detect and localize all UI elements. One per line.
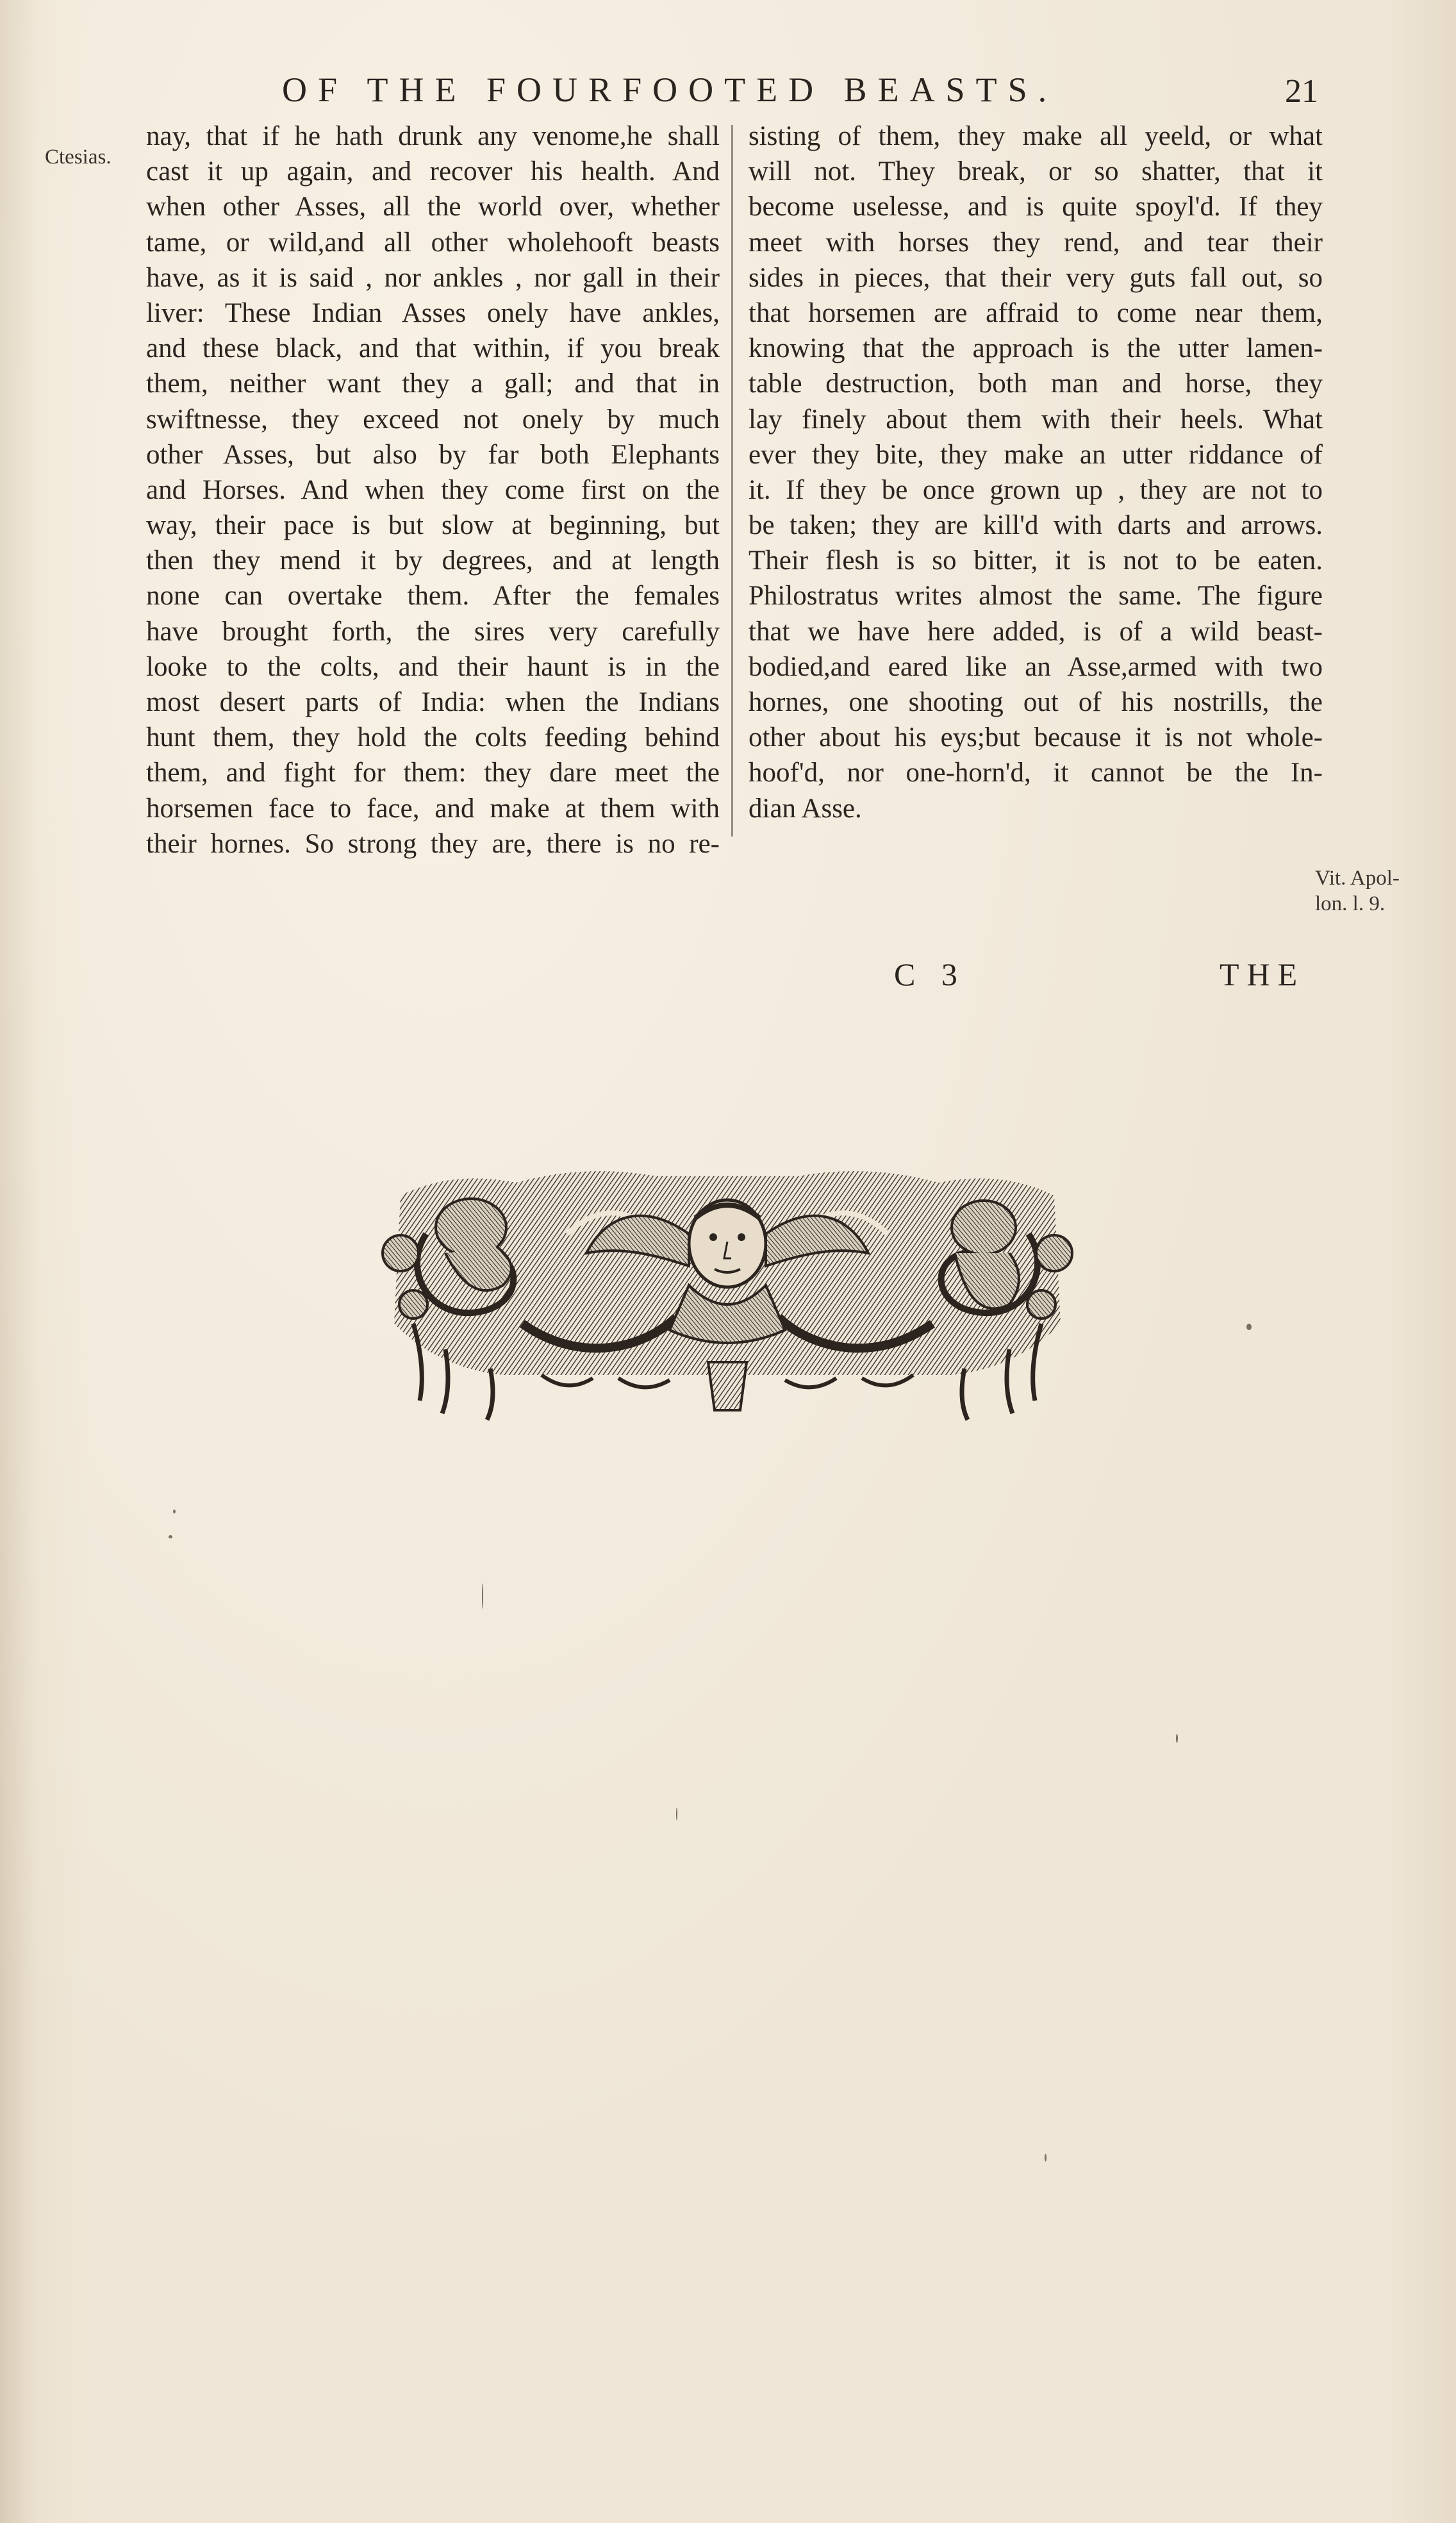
text-line: knowing that the approach is the utter lamen- <box>749 333 1323 364</box>
footer-line <box>894 949 1343 1000</box>
text-line: liver: These Indian Asses onely have ankles, <box>146 297 720 328</box>
text-line: Their flesh is so bitter, it is not to be eaten. <box>749 545 1323 576</box>
text-line: tame, or wild,and all other wholehooft beasts <box>146 227 720 258</box>
marginal-note-right-line: Vit. Apol- <box>1315 867 1400 890</box>
text-line: most desert parts of India: when the Indians <box>146 687 720 717</box>
marginal-note-right <box>1315 865 1443 917</box>
text-line: be taken; they are kill'd with darts and arrows. <box>749 510 1323 541</box>
text-line: hoof'd, nor one-horn'd, it cannot be the In- <box>749 758 1323 788</box>
text-line: them, and fight for them: they dare meet the <box>146 758 720 788</box>
signature-mark: C 3 <box>894 956 966 992</box>
text-line: lay finely about them with their heels. What <box>749 404 1323 435</box>
paper-speck <box>676 1808 677 1820</box>
text-line: and Horses. And when they come first on the <box>146 474 720 505</box>
paper-speck <box>173 1510 176 1513</box>
text-line: their hornes. So strong they are, there is no re- <box>146 828 720 859</box>
text-line: other about his eys;but because it is not whole- <box>749 722 1323 753</box>
woodcut-headpiece-ornament-icon <box>375 1157 1080 1433</box>
right-column <box>749 119 1323 826</box>
running-head: OF THE FOURFOOTED BEASTS. <box>282 71 1058 109</box>
paper-speck <box>1045 2154 1046 2161</box>
text-line: way, their pace is but slow at beginning, but <box>146 510 720 541</box>
text-line: horsemen face to face, and make at them with <box>146 793 720 824</box>
text-line: sisting of them, they make all yeeld, or what <box>749 121 1323 151</box>
text-line: looke to the colts, and their haunt is in the <box>146 651 720 682</box>
marginal-note-left: Ctesias. <box>45 146 112 169</box>
text-line: cast it up again, and recover his health. And <box>146 156 720 187</box>
text-line: bodied,and eared like an Asse,armed with two <box>749 651 1323 682</box>
paper-speck <box>1246 1324 1252 1330</box>
text-line: table destruction, both man and horse, they <box>749 369 1323 399</box>
text-line: that horsemen are affraid to come near them, <box>749 297 1323 328</box>
text-line: them, neither want they a gall; and that in <box>146 369 720 399</box>
text-line: other Asses, but also by far both Elephants <box>146 439 720 470</box>
paper-speck <box>482 1583 483 1609</box>
text-line: will not. They break, or so shatter, that it <box>749 156 1323 187</box>
marginal-note-right-line: lon. l. 9. <box>1315 892 1386 915</box>
text-line: nay, that if he hath drunk any venome,he shall <box>146 121 720 151</box>
left-column <box>146 119 720 862</box>
text-line: have, as it is said , nor ankles , nor gall in their <box>146 262 720 293</box>
text-line: then they mend it by degrees, and at length <box>146 545 720 576</box>
text-line: dian Asse. <box>749 793 862 824</box>
text-line: meet with horses they rend, and tear their <box>749 227 1323 258</box>
text-line: when other Asses, all the world over, whether <box>146 192 720 222</box>
text-line: that we have here added, is of a wild beast- <box>749 616 1323 647</box>
text-line: become uselesse, and is quite spoyl'd. If they <box>749 192 1323 222</box>
text-line: and these black, and that within, if you break <box>146 333 720 364</box>
text-line: hornes, one shooting out of his nostrills, the <box>749 687 1323 717</box>
text-line: hunt them, they hold the colts feeding behind <box>146 722 720 753</box>
text-line: none can overtake them. After the females <box>146 581 720 612</box>
paper-speck <box>169 1535 172 1538</box>
text-line: swiftnesse, they exceed not onely by much <box>146 404 720 435</box>
page-number: 21 <box>1285 73 1318 110</box>
text-line: Philostratus writes almost the same. The figure <box>749 581 1323 612</box>
text-line: it. If they be once grown up , they are not to <box>749 474 1323 505</box>
paper-speck <box>1176 1734 1178 1743</box>
text-line: ever they bite, they make an utter riddance of <box>749 439 1323 470</box>
column-divider <box>731 125 733 837</box>
catchword: THE <box>1220 956 1305 992</box>
text-line: sides in pieces, that their very guts fall out, so <box>749 262 1323 293</box>
text-line: have brought forth, the sires very carefully <box>146 616 720 647</box>
